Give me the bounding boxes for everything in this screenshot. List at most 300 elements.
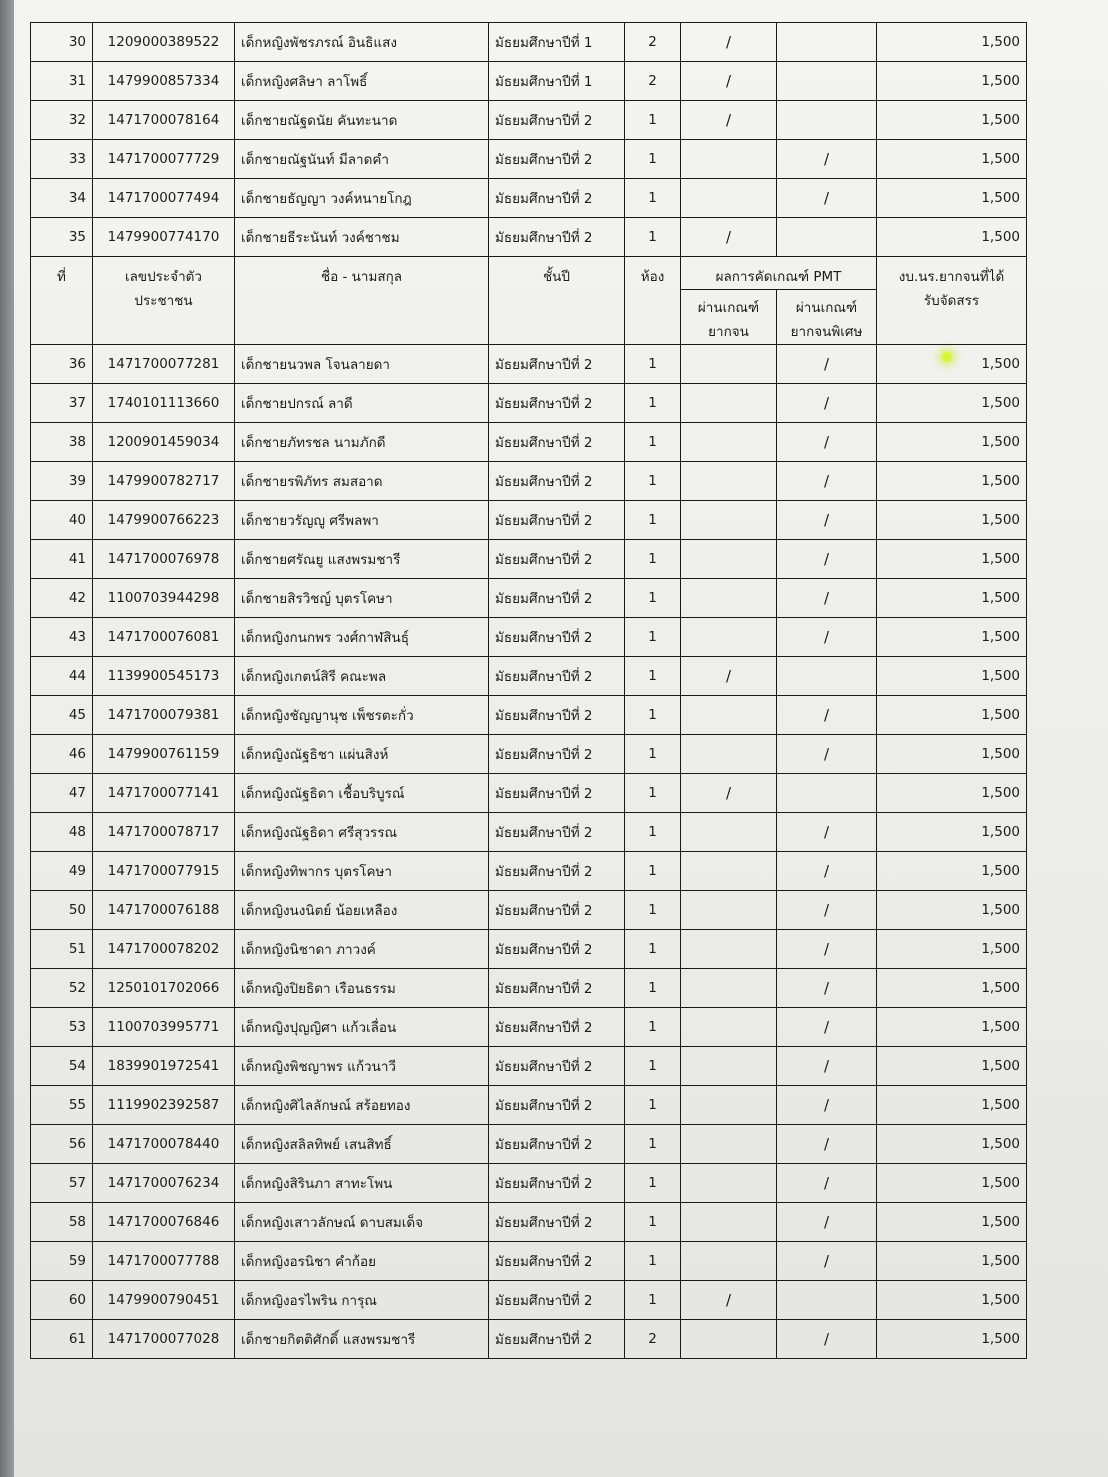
cell-pmt-poor-mark — [681, 540, 777, 579]
cell-pmt-extreme-mark: / — [777, 1320, 877, 1359]
cell-citizen-id: 1471700076978 — [93, 540, 235, 579]
cell-room: 1 — [625, 774, 681, 813]
cell-student-name: เด็กหญิงพัชรภรณ์ อินธิแสง — [235, 23, 489, 62]
header-id-line2: ประชาชน — [134, 293, 193, 309]
cell-pmt-poor-mark: / — [681, 774, 777, 813]
cell-no: 43 — [31, 618, 93, 657]
cell-no: 40 — [31, 501, 93, 540]
cell-grade: มัธยมศึกษาปีที่ 2 — [489, 140, 625, 179]
cell-grade: มัธยมศึกษาปีที่ 2 — [489, 852, 625, 891]
table-body-bottom — [31, 345, 1027, 1359]
cell-pmt-extreme-mark: / — [777, 501, 877, 540]
cell-student-name: เด็กหญิงอรนิชา คำก้อย — [235, 1242, 489, 1281]
cell-room: 1 — [625, 218, 681, 257]
cell-pmt-extreme-mark: / — [777, 1164, 877, 1203]
cell-grade: มัธยมศึกษาปีที่ 2 — [489, 1008, 625, 1047]
cell-amount: 1,500 — [877, 384, 1027, 423]
table-row — [31, 813, 1027, 852]
header-room — [625, 257, 681, 345]
cell-citizen-id: 1471700078164 — [93, 101, 235, 140]
cell-pmt-extreme-mark: / — [777, 1203, 877, 1242]
table-row — [31, 735, 1027, 774]
table-row — [31, 462, 1027, 501]
cell-pmt-extreme-mark: / — [777, 579, 877, 618]
cell-pmt-extreme-mark: / — [777, 1047, 877, 1086]
table-header — [31, 257, 1027, 345]
cell-amount: 1,500 — [877, 345, 1027, 384]
cell-grade: มัธยมศึกษาปีที่ 2 — [489, 462, 625, 501]
table-row — [31, 62, 1027, 101]
cell-pmt-extreme-mark: / — [777, 179, 877, 218]
table-row — [31, 1125, 1027, 1164]
table-row — [31, 384, 1027, 423]
cell-grade: มัธยมศึกษาปีที่ 1 — [489, 23, 625, 62]
cell-student-name: เด็กชายปกรณ์ ลาดี — [235, 384, 489, 423]
student-roster-table — [30, 22, 1027, 1359]
cell-citizen-id: 1471700076188 — [93, 891, 235, 930]
cell-pmt-poor-mark — [681, 384, 777, 423]
cell-student-name: เด็กหญิงนิชาดา ภาวงค์ — [235, 930, 489, 969]
cell-amount: 1,500 — [877, 1047, 1027, 1086]
cell-grade: มัธยมศึกษาปีที่ 2 — [489, 774, 625, 813]
cell-amount: 1,500 — [877, 657, 1027, 696]
cell-room: 1 — [625, 1242, 681, 1281]
cell-pmt-poor-mark — [681, 696, 777, 735]
cell-grade: มัธยมศึกษาปีที่ 2 — [489, 501, 625, 540]
cell-room: 1 — [625, 852, 681, 891]
cell-room: 1 — [625, 930, 681, 969]
cell-citizen-id: 1471700077281 — [93, 345, 235, 384]
table-row — [31, 852, 1027, 891]
cell-grade: มัธยมศึกษาปีที่ 2 — [489, 540, 625, 579]
table-row — [31, 579, 1027, 618]
cell-pmt-poor-mark — [681, 1242, 777, 1281]
cell-room: 1 — [625, 891, 681, 930]
cell-pmt-extreme-mark: / — [777, 618, 877, 657]
cell-room: 1 — [625, 1086, 681, 1125]
table-row — [31, 501, 1027, 540]
cell-student-name: เด็กหญิงชัญญานุช เพ็ชรตะกั่ว — [235, 696, 489, 735]
cell-no: 34 — [31, 179, 93, 218]
cell-pmt-extreme-mark — [777, 657, 877, 696]
cell-grade: มัธยมศึกษาปีที่ 2 — [489, 969, 625, 1008]
table-row — [31, 696, 1027, 735]
cell-grade: มัธยมศึกษาปีที่ 2 — [489, 218, 625, 257]
cell-room: 1 — [625, 345, 681, 384]
cell-no: 50 — [31, 891, 93, 930]
cell-pmt-extreme-mark: / — [777, 1242, 877, 1281]
table-row — [31, 179, 1027, 218]
cell-grade: มัธยมศึกษาปีที่ 2 — [489, 1047, 625, 1086]
cell-student-name: เด็กหญิงศลิษา ลาโพธิ์ — [235, 62, 489, 101]
cell-grade: มัธยมศึกษาปีที่ 2 — [489, 345, 625, 384]
cell-pmt-poor-mark — [681, 345, 777, 384]
cell-citizen-id: 1479900857334 — [93, 62, 235, 101]
cell-room: 1 — [625, 1203, 681, 1242]
cell-pmt-extreme-mark: / — [777, 423, 877, 462]
cell-grade: มัธยมศึกษาปีที่ 2 — [489, 101, 625, 140]
cell-grade: มัธยมศึกษาปีที่ 2 — [489, 1086, 625, 1125]
cell-room: 1 — [625, 140, 681, 179]
table-row — [31, 618, 1027, 657]
table-row — [31, 1164, 1027, 1203]
cell-grade: มัธยมศึกษาปีที่ 2 — [489, 891, 625, 930]
table-row — [31, 1008, 1027, 1047]
table-row — [31, 891, 1027, 930]
cell-room: 1 — [625, 540, 681, 579]
cell-grade: มัธยมศึกษาปีที่ 2 — [489, 1164, 625, 1203]
cell-amount: 1,500 — [877, 179, 1027, 218]
cell-student-name: เด็กชายสิรวิชญ์ บุตรโคษา — [235, 579, 489, 618]
cell-no: 39 — [31, 462, 93, 501]
cell-student-name: เด็กชายณัฐดนัย คันทะนาด — [235, 101, 489, 140]
cell-pmt-poor-mark — [681, 140, 777, 179]
cell-grade: มัธยมศึกษาปีที่ 2 — [489, 930, 625, 969]
cell-pmt-extreme-mark — [777, 23, 877, 62]
cell-student-name: เด็กชายวรัญญู ศรีพลพา — [235, 501, 489, 540]
header-pmt-poor — [681, 290, 777, 345]
cell-grade: มัธยมศึกษาปีที่ 2 — [489, 696, 625, 735]
cell-citizen-id: 1471700077729 — [93, 140, 235, 179]
table-row — [31, 969, 1027, 1008]
header-pmt-poor-line2: ยากจน — [708, 324, 749, 340]
cell-room: 1 — [625, 969, 681, 1008]
cell-no: 60 — [31, 1281, 93, 1320]
cell-pmt-poor-mark — [681, 1320, 777, 1359]
cell-pmt-poor-mark — [681, 735, 777, 774]
cell-pmt-extreme-mark: / — [777, 930, 877, 969]
cell-room: 1 — [625, 657, 681, 696]
cell-pmt-extreme-mark — [777, 218, 877, 257]
cell-amount: 1,500 — [877, 423, 1027, 462]
cell-no: 54 — [31, 1047, 93, 1086]
cell-student-name: เด็กชายณัฐนันท์ มีลาดคำ — [235, 140, 489, 179]
cell-no: 45 — [31, 696, 93, 735]
cell-no: 53 — [31, 1008, 93, 1047]
table-row — [31, 657, 1027, 696]
cell-amount: 1,500 — [877, 101, 1027, 140]
cell-grade: มัธยมศึกษาปีที่ 2 — [489, 579, 625, 618]
cell-room: 1 — [625, 462, 681, 501]
cell-no: 41 — [31, 540, 93, 579]
cell-citizen-id: 1200901459034 — [93, 423, 235, 462]
cell-room: 1 — [625, 501, 681, 540]
header-budget — [877, 257, 1027, 345]
cell-student-name: เด็กชายธีระนันท์ วงค์ชาชม — [235, 218, 489, 257]
cell-amount: 1,500 — [877, 1008, 1027, 1047]
table-row — [31, 218, 1027, 257]
cell-room: 1 — [625, 179, 681, 218]
cell-grade: มัธยมศึกษาปีที่ 2 — [489, 423, 625, 462]
table-row — [31, 930, 1027, 969]
cell-amount: 1,500 — [877, 696, 1027, 735]
cell-no: 36 — [31, 345, 93, 384]
table-row — [31, 101, 1027, 140]
cell-citizen-id: 1471700076081 — [93, 618, 235, 657]
table-row — [31, 1086, 1027, 1125]
cell-pmt-poor-mark — [681, 852, 777, 891]
cell-room: 1 — [625, 384, 681, 423]
cell-room: 1 — [625, 423, 681, 462]
cell-student-name: เด็กหญิงปิยธิดา เรือนธรรม — [235, 969, 489, 1008]
cell-student-name: เด็กหญิงอรไพริน การุณ — [235, 1281, 489, 1320]
cell-amount: 1,500 — [877, 1086, 1027, 1125]
cell-room: 1 — [625, 1281, 681, 1320]
cell-no: 48 — [31, 813, 93, 852]
cell-citizen-id: 1471700076234 — [93, 1164, 235, 1203]
cell-citizen-id: 1471700077788 — [93, 1242, 235, 1281]
table-row — [31, 423, 1027, 462]
cell-pmt-poor-mark — [681, 1164, 777, 1203]
cell-amount: 1,500 — [877, 1242, 1027, 1281]
cell-student-name: เด็กหญิงณัฐธิดา ศรีสุวรรณ — [235, 813, 489, 852]
table-row — [31, 540, 1027, 579]
cell-pmt-poor-mark — [681, 1047, 777, 1086]
cell-no: 38 — [31, 423, 93, 462]
cell-no: 57 — [31, 1164, 93, 1203]
table-row — [31, 1203, 1027, 1242]
header-pmt-extreme-line1: ผ่านเกณฑ์ — [795, 300, 858, 316]
cell-no: 37 — [31, 384, 93, 423]
cell-amount: 1,500 — [877, 1125, 1027, 1164]
cell-citizen-id: 1250101702066 — [93, 969, 235, 1008]
table-row — [31, 345, 1027, 384]
cell-student-name: เด็กชายนวพล โจนลายดา — [235, 345, 489, 384]
cell-amount: 1,500 — [877, 930, 1027, 969]
cell-room: 1 — [625, 1047, 681, 1086]
cell-student-name: เด็กหญิงกนกพร วงศ์กาฬสินธุ์ — [235, 618, 489, 657]
header-id-line1: เลขประจำตัว — [124, 269, 203, 285]
header-no — [31, 257, 93, 345]
cell-amount: 1,500 — [877, 891, 1027, 930]
cell-amount: 1,500 — [877, 618, 1027, 657]
cell-pmt-poor-mark — [681, 579, 777, 618]
cell-pmt-poor-mark — [681, 891, 777, 930]
header-row — [31, 257, 1027, 290]
cell-amount: 1,500 — [877, 462, 1027, 501]
cell-pmt-poor-mark — [681, 179, 777, 218]
cell-room: 1 — [625, 696, 681, 735]
cell-room: 1 — [625, 618, 681, 657]
cell-citizen-id: 1479900790451 — [93, 1281, 235, 1320]
header-budget-line2: รับจัดสรร — [923, 293, 980, 309]
header-room-label: ห้อง — [640, 269, 665, 285]
header-pmt-label: ผลการคัดเกณฑ์ PMT — [715, 269, 842, 285]
cell-amount: 1,500 — [877, 540, 1027, 579]
cell-citizen-id: 1839901972541 — [93, 1047, 235, 1086]
header-pmt-poor-line1: ผ่านเกณฑ์ — [697, 300, 760, 316]
cell-pmt-extreme-mark: / — [777, 852, 877, 891]
cell-grade: มัธยมศึกษาปีที่ 2 — [489, 813, 625, 852]
cell-citizen-id: 1479900761159 — [93, 735, 235, 774]
cell-grade: มัธยมศึกษาปีที่ 2 — [489, 1242, 625, 1281]
cell-pmt-poor-mark — [681, 969, 777, 1008]
cell-citizen-id: 1479900766223 — [93, 501, 235, 540]
cell-citizen-id: 1119902392587 — [93, 1086, 235, 1125]
cell-student-name: เด็กหญิงเสาวลักษณ์ ดาบสมเด็จ — [235, 1203, 489, 1242]
cell-room: 1 — [625, 813, 681, 852]
cell-grade: มัธยมศึกษาปีที่ 2 — [489, 618, 625, 657]
cell-amount: 1,500 — [877, 1281, 1027, 1320]
cell-pmt-extreme-mark: / — [777, 345, 877, 384]
cell-student-name: เด็กหญิงณัฐธิดา เชื้อบริบูรณ์ — [235, 774, 489, 813]
background-edge — [0, 0, 14, 1477]
cell-pmt-extreme-mark — [777, 101, 877, 140]
cell-pmt-poor-mark — [681, 618, 777, 657]
cell-citizen-id: 1471700079381 — [93, 696, 235, 735]
cell-amount: 1,500 — [877, 140, 1027, 179]
cell-student-name: เด็กหญิงพิชญาพร แก้วนาวี — [235, 1047, 489, 1086]
cell-no: 49 — [31, 852, 93, 891]
cell-student-name: เด็กชายรพิภัทร สมสอาด — [235, 462, 489, 501]
header-pmt-extreme — [777, 290, 877, 345]
cell-pmt-poor-mark: / — [681, 23, 777, 62]
cell-no: 51 — [31, 930, 93, 969]
cell-no: 35 — [31, 218, 93, 257]
table-body-top — [31, 23, 1027, 257]
cell-pmt-poor-mark — [681, 462, 777, 501]
cell-no: 42 — [31, 579, 93, 618]
cell-room: 2 — [625, 23, 681, 62]
header-id — [93, 257, 235, 345]
cell-grade: มัธยมศึกษาปีที่ 2 — [489, 1281, 625, 1320]
header-name-label: ชื่อ - นามสกุล — [320, 269, 403, 285]
table-row — [31, 140, 1027, 179]
cell-pmt-poor-mark — [681, 501, 777, 540]
cell-grade: มัธยมศึกษาปีที่ 2 — [489, 384, 625, 423]
cell-citizen-id: 1471700077494 — [93, 179, 235, 218]
cell-no: 58 — [31, 1203, 93, 1242]
cell-citizen-id: 1471700077028 — [93, 1320, 235, 1359]
cell-pmt-poor-mark — [681, 1203, 777, 1242]
cell-student-name: เด็กหญิงสลิลทิพย์ เสนสิทธิ์ — [235, 1125, 489, 1164]
header-pmt — [681, 257, 877, 290]
cell-pmt-extreme-mark: / — [777, 1125, 877, 1164]
cell-room: 1 — [625, 1125, 681, 1164]
header-name — [235, 257, 489, 345]
cell-amount: 1,500 — [877, 501, 1027, 540]
cell-pmt-extreme-mark: / — [777, 969, 877, 1008]
cell-pmt-poor-mark — [681, 813, 777, 852]
cell-student-name: เด็กชายภัทรชล นามภักดี — [235, 423, 489, 462]
cell-amount: 1,500 — [877, 1320, 1027, 1359]
cell-student-name: เด็กหญิงนงนิตย์ น้อยเหลือง — [235, 891, 489, 930]
cell-amount: 1,500 — [877, 1164, 1027, 1203]
cell-room: 1 — [625, 101, 681, 140]
cell-room: 1 — [625, 1008, 681, 1047]
cell-citizen-id: 1479900782717 — [93, 462, 235, 501]
cell-pmt-extreme-mark — [777, 62, 877, 101]
cell-no: 47 — [31, 774, 93, 813]
cell-student-name: เด็กหญิงณัฐธิชา แผ่นสิงห์ — [235, 735, 489, 774]
table-row — [31, 1320, 1027, 1359]
cell-citizen-id: 1100703944298 — [93, 579, 235, 618]
cell-citizen-id: 1209000389522 — [93, 23, 235, 62]
cell-amount: 1,500 — [877, 579, 1027, 618]
cell-pmt-poor-mark — [681, 1086, 777, 1125]
header-grade — [489, 257, 625, 345]
cell-amount: 1,500 — [877, 774, 1027, 813]
cell-amount: 1,500 — [877, 23, 1027, 62]
cell-grade: มัธยมศึกษาปีที่ 2 — [489, 1320, 625, 1359]
cell-grade: มัธยมศึกษาปีที่ 2 — [489, 1203, 625, 1242]
cell-student-name: เด็กหญิงเกตน์สิรี คณะพล — [235, 657, 489, 696]
cell-no: 55 — [31, 1086, 93, 1125]
cell-amount: 1,500 — [877, 218, 1027, 257]
cell-pmt-poor-mark: / — [681, 1281, 777, 1320]
cell-amount: 1,500 — [877, 735, 1027, 774]
cell-amount: 1,500 — [877, 969, 1027, 1008]
cell-pmt-extreme-mark: / — [777, 384, 877, 423]
cell-no: 32 — [31, 101, 93, 140]
cell-student-name: เด็กชายกิตติศักดิ์ แสงพรมชารี — [235, 1320, 489, 1359]
cell-no: 52 — [31, 969, 93, 1008]
cell-grade: มัธยมศึกษาปีที่ 2 — [489, 179, 625, 218]
cell-pmt-extreme-mark: / — [777, 140, 877, 179]
cell-pmt-extreme-mark: / — [777, 540, 877, 579]
cell-pmt-poor-mark — [681, 930, 777, 969]
cell-pmt-poor-mark: / — [681, 657, 777, 696]
table-row — [31, 1281, 1027, 1320]
table-row — [31, 774, 1027, 813]
cell-pmt-poor-mark: / — [681, 101, 777, 140]
cell-no: 31 — [31, 62, 93, 101]
header-pmt-extreme-line2: ยากจนพิเศษ — [790, 324, 863, 340]
cell-no: 59 — [31, 1242, 93, 1281]
cell-pmt-extreme-mark: / — [777, 891, 877, 930]
header-grade-label: ชั้นปี — [543, 269, 570, 285]
cell-student-name: เด็กหญิงทิพากร บุตรโคษา — [235, 852, 489, 891]
cell-no: 61 — [31, 1320, 93, 1359]
cell-citizen-id: 1479900774170 — [93, 218, 235, 257]
cell-amount: 1,500 — [877, 852, 1027, 891]
header-no-label: ที่ — [57, 269, 66, 285]
cell-citizen-id: 1471700078717 — [93, 813, 235, 852]
table-row — [31, 1047, 1027, 1086]
cell-student-name: เด็กหญิงปุญญิศา แก้วเลื่อน — [235, 1008, 489, 1047]
cell-no: 33 — [31, 140, 93, 179]
cell-grade: มัธยมศึกษาปีที่ 2 — [489, 735, 625, 774]
cell-grade: มัธยมศึกษาปีที่ 2 — [489, 657, 625, 696]
cell-room: 1 — [625, 735, 681, 774]
cell-room: 2 — [625, 1320, 681, 1359]
cell-no: 46 — [31, 735, 93, 774]
cell-citizen-id: 1100703995771 — [93, 1008, 235, 1047]
header-budget-line1: งบ.นร.ยากจนที่ได้ — [898, 269, 1005, 285]
cell-citizen-id: 1139900545173 — [93, 657, 235, 696]
cell-pmt-poor-mark: / — [681, 218, 777, 257]
cell-amount: 1,500 — [877, 813, 1027, 852]
cell-pmt-extreme-mark: / — [777, 1086, 877, 1125]
cell-citizen-id: 1740101113660 — [93, 384, 235, 423]
cell-pmt-extreme-mark: / — [777, 696, 877, 735]
cell-student-name: เด็กชายศรัณยู แสงพรมชารี — [235, 540, 489, 579]
cell-pmt-extreme-mark: / — [777, 462, 877, 501]
cell-citizen-id: 1471700078202 — [93, 930, 235, 969]
cell-pmt-extreme-mark: / — [777, 735, 877, 774]
cell-pmt-poor-mark — [681, 1125, 777, 1164]
cell-citizen-id: 1471700077915 — [93, 852, 235, 891]
cell-room: 1 — [625, 579, 681, 618]
cell-citizen-id: 1471700077141 — [93, 774, 235, 813]
cell-student-name: เด็กชายธัญญา วงค์หนายโกฎ — [235, 179, 489, 218]
cell-pmt-poor-mark — [681, 423, 777, 462]
cell-amount: 1,500 — [877, 1203, 1027, 1242]
cell-room: 1 — [625, 1164, 681, 1203]
cell-amount: 1,500 — [877, 62, 1027, 101]
cell-pmt-poor-mark: / — [681, 62, 777, 101]
cell-no: 30 — [31, 23, 93, 62]
